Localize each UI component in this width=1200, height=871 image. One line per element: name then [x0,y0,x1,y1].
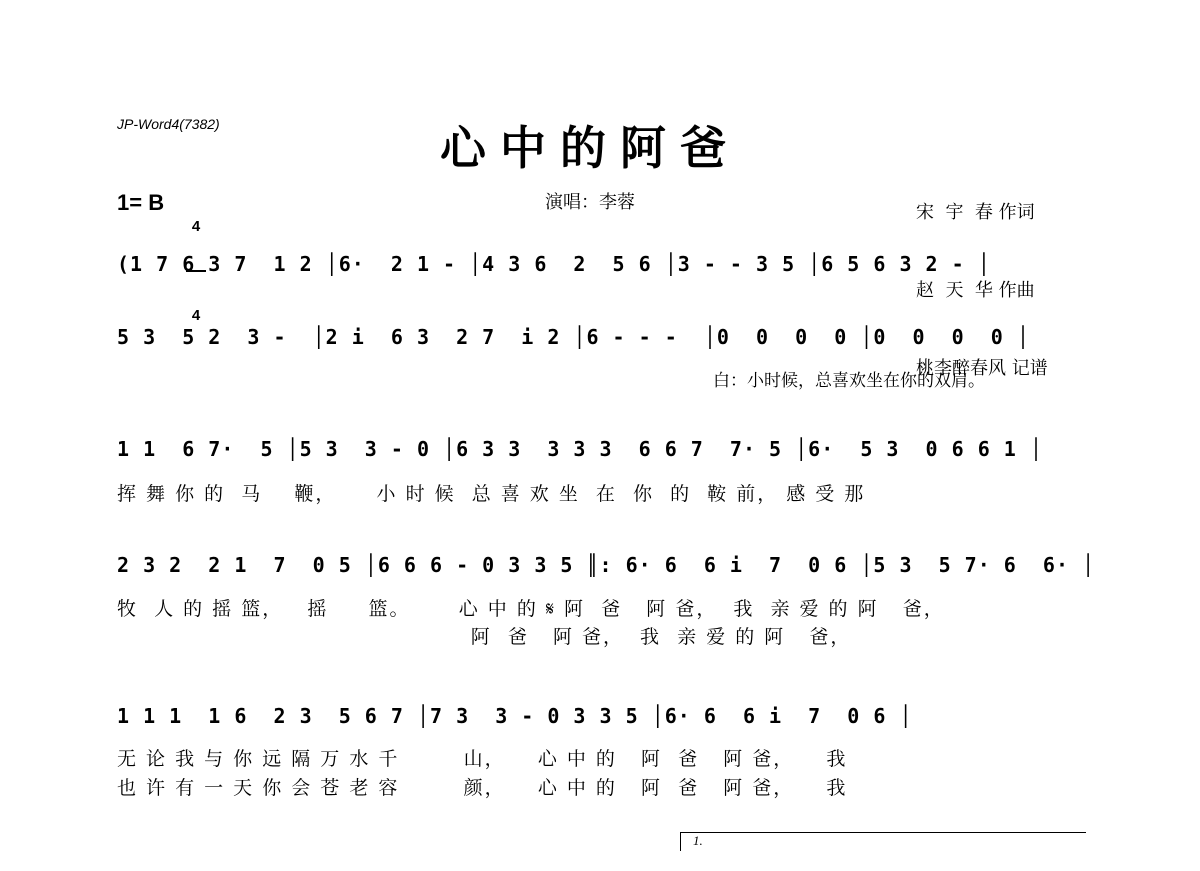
spoken-remark: 白：小时候，总喜欢坐在你的双肩。 [713,371,985,391]
key-signature: 1= B [117,190,165,215]
time-signature-top: 4 [191,218,201,235]
lyric-line-5-verse-1: 无 论 我 与 你 远 隔 万 水 千 山， 心 中 的 阿 爸 阿 爸， 我 [117,748,848,770]
time-signature-bottom: 4 [191,307,201,324]
composer-credit: 赵 天 华 作曲 [916,280,1035,301]
notation-line-2: 5 3 5 2 3 - │2 i 6 3 2 7 i 2 │6 - - - │0 0 0 0 │0 0 0 0 │ [117,325,1030,349]
lyricist-credit: 宋 宇 春 作词 [916,202,1035,223]
lyric-line-5-verse-2: 也 许 有 一 天 你 会 苍 老 容 颜， 心 中 的 阿 爸 阿 爸， 我 [117,777,848,799]
volta-bracket [680,832,1086,851]
singer-label: 演唱：李蓉 [545,192,635,213]
notation-line-4: 2 3 2 2 1 7 0 5 │6 6 6 - 0 3 3 5 ║: 6· 6 6 i 7 0 6 │5 3 5 7· 6 6· │ [117,553,1096,577]
lyric-line-4-verse-1: 牧 人 的 摇 篮， 摇 篮。 心 中 的 𝄋 阿 爸 阿 爸， 我 亲 爱 的 阿 爸， [117,598,945,620]
lyric-line-4-verse-2: 阿 爸 阿 爸， 我 亲 爱 的 阿 爸， [117,626,852,648]
notation-line-1: (1 7 6 3 7 1 2 │6· 2 1 - │4 3 6 2 5 6 │3 - - 3 5 │6 5 6 3 2 - │ [117,252,991,276]
lyric-line-3: 挥 舞 你 的 马 鞭， 小 时 候 总 喜 欢 坐 在 你 的 鞍 前， 感 受 那 [117,483,866,505]
song-title: 心中的阿爸 [440,121,740,175]
notation-line-3: 1 1 6 7· 5 │5 3 3 - 0 │6 3 3 3 3 3 6 6 7 7· 5 │6· 5 3 0 6 6 1 │ [117,437,1043,461]
source-label: JP-Word4(7382) [117,116,220,132]
transcriber-credit: 桃李醉春风 记谱 [916,358,1048,379]
notation-line-5: 1 1 1 1 6 2 3 5 6 7 │7 3 3 - 0 3 3 5 │6· 6 6 i 7 0 6 │ [117,704,913,728]
volta-label: 1. [693,833,703,848]
